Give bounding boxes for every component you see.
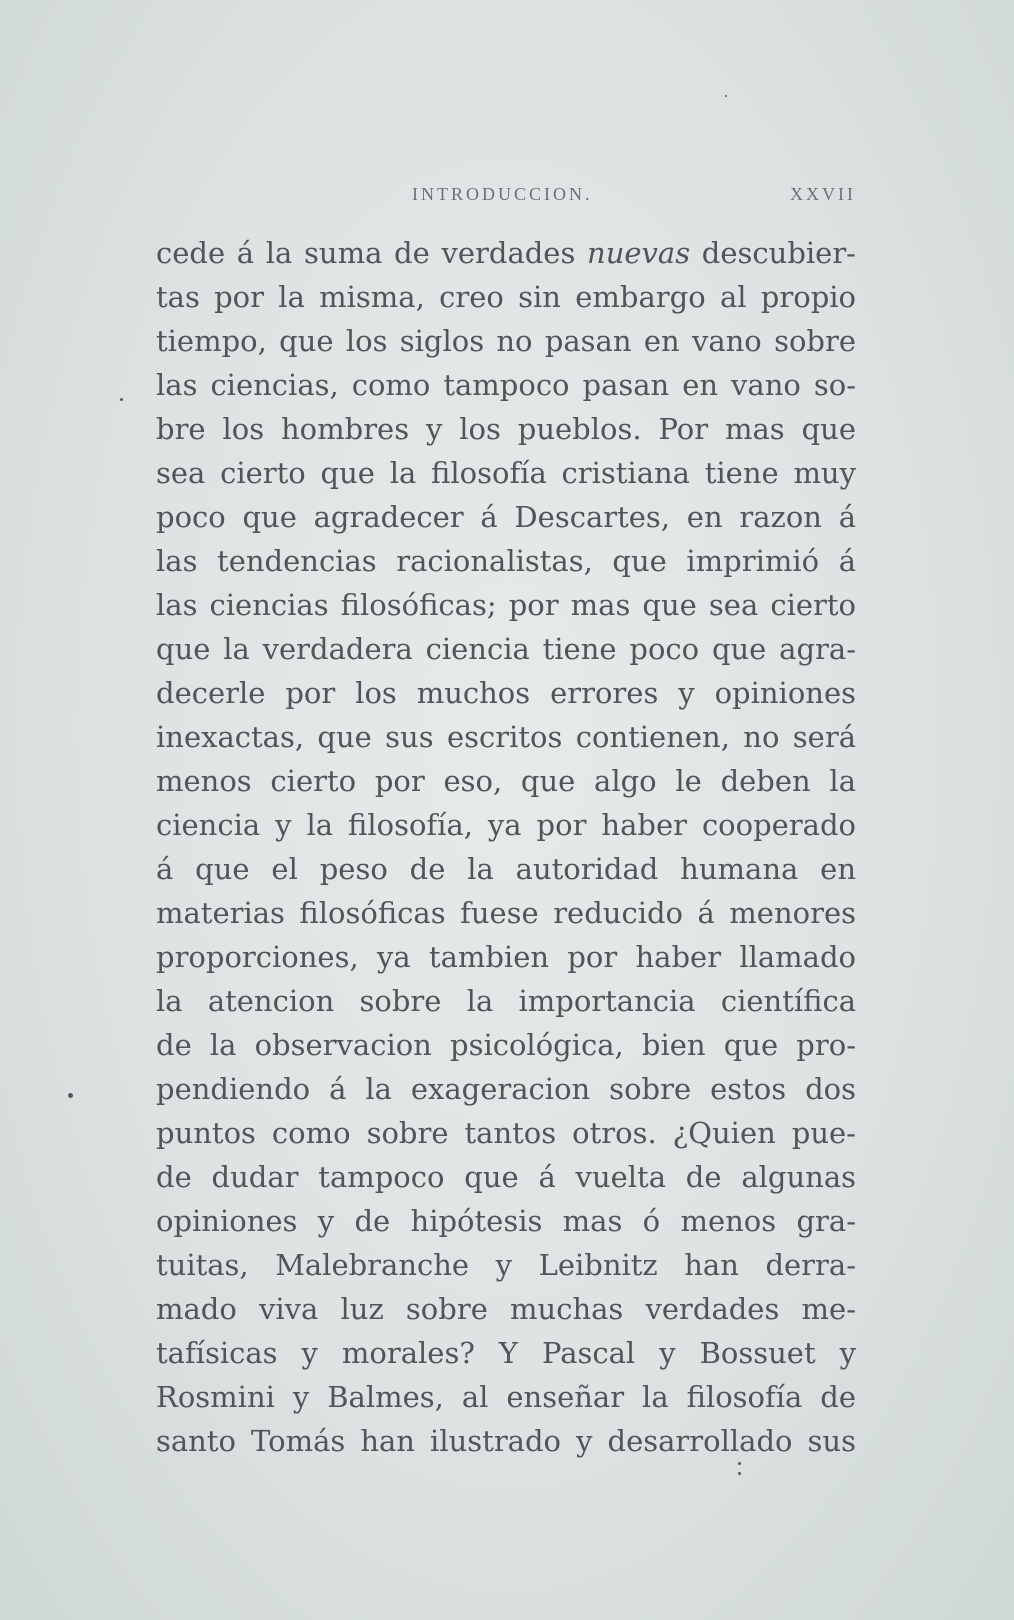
text-line: las tendencias racionalistas, que imprimió á	[156, 544, 856, 578]
ink-speck	[738, 1472, 741, 1475]
ink-speck	[725, 95, 727, 97]
text-line: sea cierto que la filosofía cristiana tiene muy	[156, 456, 856, 490]
text-line: cede á la suma de verdades nuevas descubier-	[156, 236, 856, 270]
text-line: decerle por los muchos errores y opiniones	[156, 676, 856, 710]
text-line: poco que agradecer á Descartes, en razon á	[156, 500, 856, 534]
text-line: materias filosóficas fuese reducido á menores	[156, 896, 856, 930]
text-line: de la observacion psicológica, bien que pro-	[156, 1028, 856, 1062]
text-line: de dudar tampoco que á vuelta de algunas	[156, 1160, 856, 1194]
text-line: mado viva luz sobre muchas verdades me-	[156, 1292, 856, 1326]
text-line: pendiendo á la exageracion sobre estos dos	[156, 1072, 856, 1106]
running-title: INTRODUCCION.	[412, 184, 593, 204]
text-line: inexactas, que sus escritos contienen, no será	[156, 720, 856, 754]
text-line: las ciencias filosóficas; por mas que sea cierto	[156, 588, 856, 622]
text-line: tuitas, Malebranche y Leibnitz han derra-	[156, 1248, 856, 1282]
body-text	[156, 231, 856, 1463]
text-line: puntos como sobre tantos otros. ¿Quien pue-	[156, 1116, 856, 1150]
text-line: proporciones, ya tambien por haber llamado	[156, 940, 856, 974]
text-line: que la verdadera ciencia tiene poco que agra-	[156, 632, 856, 666]
text-line: bre los hombres y los pueblos. Por mas que	[156, 412, 856, 446]
ink-speck	[68, 1093, 73, 1098]
text-line: opiniones y de hipótesis mas ó menos gra-	[156, 1204, 856, 1238]
text-line: ciencia y la filosofía, ya por haber cooperado	[156, 808, 856, 842]
ink-speck	[738, 1462, 741, 1465]
text-line: las ciencias, como tampoco pasan en vano so-	[156, 368, 856, 402]
text-line: menos cierto por eso, que algo le deben la	[156, 764, 856, 798]
page-header	[156, 184, 856, 214]
text-line: la atencion sobre la importancia científica	[156, 984, 856, 1018]
emphasized-word: nuevas	[587, 236, 691, 270]
text-line: tas por la misma, creo sin embargo al propio	[156, 280, 856, 314]
text-line: tiempo, que los siglos no pasan en vano sobre	[156, 324, 856, 358]
ink-speck	[120, 398, 123, 401]
text-line: á que el peso de la autoridad humana en	[156, 852, 856, 886]
text-line: santo Tomás han ilustrado y desarrollado sus	[156, 1424, 856, 1458]
page-number: XXVII	[790, 184, 856, 204]
text-line: Rosmini y Balmes, al enseñar la filosofía de	[156, 1380, 856, 1414]
text-line: tafísicas y morales? Y Pascal y Bossuet y	[156, 1336, 856, 1370]
